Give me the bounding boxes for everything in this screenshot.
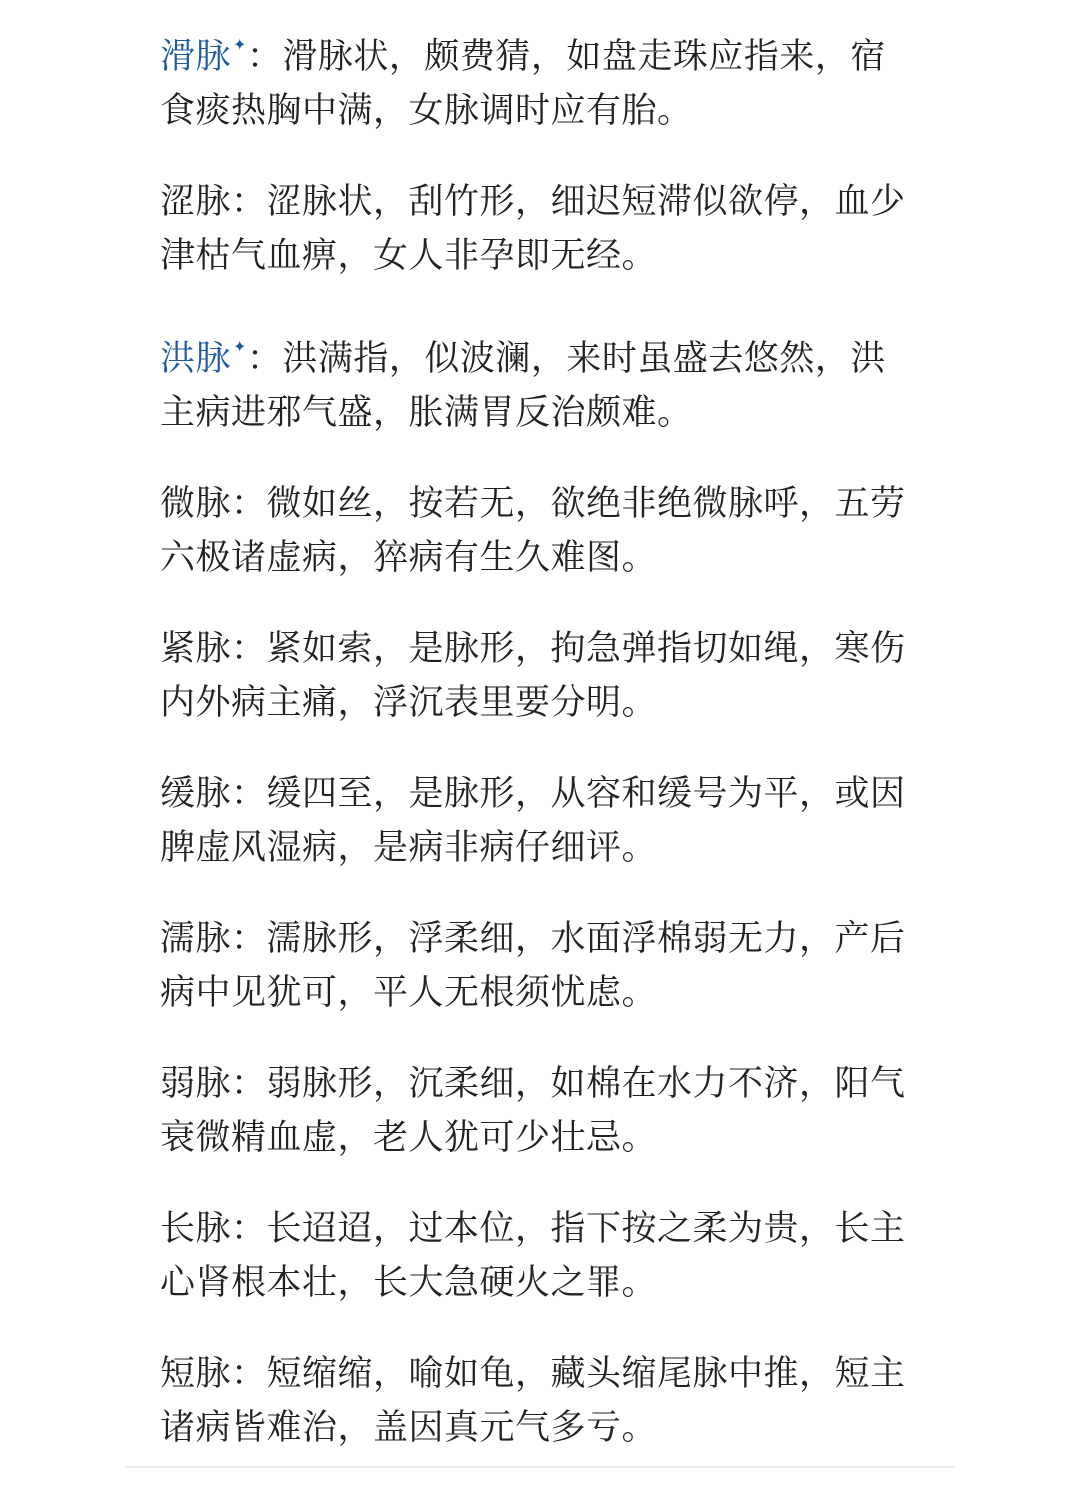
verse-text: ：洪满指，似波澜，来时虽盛去悠然，洪主病进邪气盛，胀满胃反治颇难。 — [160, 339, 886, 433]
verse-jin — [160, 622, 920, 730]
verse-text: ：长迢迢，过本位，指下按之柔为贵，长主心肾根本壮，长大急硬火之罪。 — [160, 1209, 906, 1303]
verse-list — [160, 18, 920, 1492]
verse-chang — [160, 1202, 920, 1310]
verse-text: ：微如丝，按若无，欲绝非绝微脉呼，五劳六极诸虚病，猝病有生久难图。 — [160, 484, 906, 578]
verse-text: ：缓四至，是脉形，从容和缓号为平，或因脾虚风湿病，是病非病仔细评。 — [160, 774, 906, 868]
verse-huan — [160, 767, 920, 875]
verse-name: 涩脉 — [160, 182, 232, 222]
verse-ruo — [160, 1057, 920, 1165]
verse-hua — [160, 18, 920, 138]
verse-text: ：涩脉状，刮竹形，细迟短滞似欲停，血少津枯气血痹，女人非孕即无经。 — [160, 182, 906, 276]
verse-ru — [160, 912, 920, 1020]
verse-text: ：滑脉状，颇费猜，如盘走珠应指来，宿食痰热胸中满，女脉调时应有胎。 — [160, 37, 886, 131]
verse-name: 紧脉 — [160, 629, 232, 669]
bottom-divider — [125, 1466, 955, 1468]
verse-name: 弱脉 — [160, 1064, 232, 1104]
verse-duan — [160, 1347, 920, 1455]
verse-name: 短脉 — [160, 1354, 232, 1394]
keyword-link-hua[interactable]: 滑脉 ✦ — [160, 35, 247, 77]
verse-name: 缓脉 — [160, 774, 232, 814]
verse-text: ：紧如索，是脉形，拘急弹指切如绳，寒伤内外病主痛，浮沉表里要分明。 — [160, 629, 906, 723]
verse-name: 长脉 — [160, 1209, 232, 1249]
verse-text: ：短缩缩，喻如龟，藏头缩尾脉中推，短主诸病皆难治，盖因真元气多亏。 — [160, 1354, 906, 1448]
sparkle-icon: ✦ — [233, 337, 247, 356]
verse-wei — [160, 477, 920, 585]
verse-text: ：弱脉形，沉柔细，如棉在水力不济，阳气衰微精血虚，老人犹可少壮忌。 — [160, 1064, 906, 1158]
verse-name: 微脉 — [160, 484, 232, 524]
verse-name: 濡脉 — [160, 919, 232, 959]
keyword-link-hong[interactable]: 洪脉 ✦ — [160, 337, 247, 379]
verse-hong — [160, 320, 920, 440]
verse-text: ：濡脉形，浮柔细，水面浮棉弱无力，产后病中见犹可，平人无根须忧虑。 — [160, 919, 906, 1013]
sparkle-icon: ✦ — [233, 35, 247, 54]
verse-se — [160, 175, 920, 283]
